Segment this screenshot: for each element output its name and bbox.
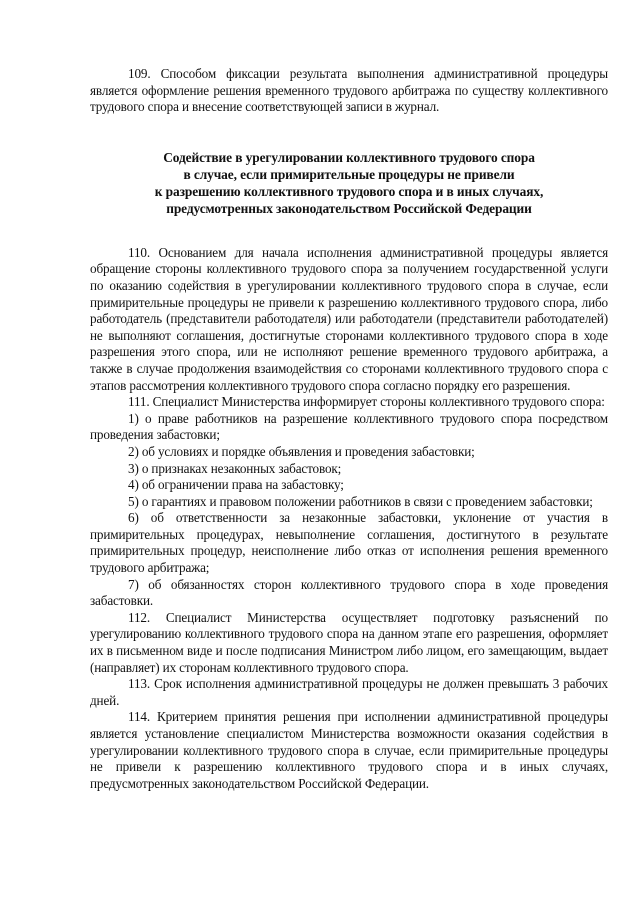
section-heading-line: к разрешению коллективного трудового спора и в иных случаях, xyxy=(154,183,544,199)
section-heading-line: в случае, если примирительные процедуры не привели xyxy=(183,166,515,182)
list-item-2: 2) об условиях и порядке объявления и проведения забастовки; xyxy=(128,443,475,459)
paragraph-111: 111. Специалист Министерства информирует стороны коллективного трудового спора: xyxy=(128,394,605,410)
section-heading xyxy=(90,149,608,217)
list-item-4: 4) об ограничении права на забастовку; xyxy=(128,477,344,493)
list-item-1: 1) о праве работников на разрешение коллективного трудового спора посредством проведения забастовки; xyxy=(90,410,608,443)
list-item-5: 5) о гарантиях и правовом положении работников в связи с проведением забастовки; xyxy=(128,493,593,509)
section-heading-line: Содействие в урегулировании коллективного трудового спора xyxy=(163,149,535,165)
paragraph-112: 112. Специалист Министерства осуществляет подготовку разъяснений по урегулированию коллективного трудового спора на данном этапе его разрешения, оформляет их в письменном виде и после подписания Министром либо лицом, его замещающим, выдает (направляет) их сторонам коллективного трудового спора. xyxy=(90,609,608,675)
list-item-7: 7) об обязанностях сторон коллективного трудового спора в ходе проведения забастовки. xyxy=(90,576,608,609)
paragraph-114: 114. Критерием принятия решения при исполнении административной процедуры является установление специалистом Министерства возможности оказания содействия в урегулировании коллективного трудового спора в случае, если примирительные процедуры не привели к разрешению коллективного трудового спора и в иных случаях, предусмотренных законодательством Российской Федерации. xyxy=(90,709,608,791)
section-heading-line: предусмотренных законодательством Российской Федерации xyxy=(166,200,532,216)
list-item-3: 3) о признаках незаконных забастовок; xyxy=(128,460,342,476)
paragraph-109: 109. Способом фиксации результата выполнения административной процедуры является оформление решения временного трудового арбитража по существу коллективного трудового спора и внесение соответствующей записи в журнал. xyxy=(90,66,608,115)
list-item-6: 6) об ответственности за незаконные забастовки, уклонение от участия в примирительных процедурах, невыполнение соглашения, достигнутого в результате примирительных процедур, неисполнение либо отказ от исполнения решения временного трудового арбитража; xyxy=(90,510,608,576)
paragraph-113: 113. Срок исполнения административной процедуры не должен превышать 3 рабочих дней. xyxy=(90,676,608,708)
paragraph-110: 110. Основанием для начала исполнения административной процедуры является обращение стороны коллективного трудового спора за получением государственной услуги по оказанию содействия в урегулировании коллективного трудового спора в случае, если примирительные процедуры не привели к разрешению коллективного трудового спора, либо работодатель (представители работодателя) или работодатели (представители работодателей) не выполняют соглашения, достигнутые сторонами коллективного трудового спора в ходе разрешения этого спора, или не исполняют решение временного трудового арбитража, а также в случае продолжения взаимодействия со сторонами коллективного трудового спора с этапов рассмотрения коллективного трудового спора согласно порядку его разрешения. xyxy=(90,244,608,393)
